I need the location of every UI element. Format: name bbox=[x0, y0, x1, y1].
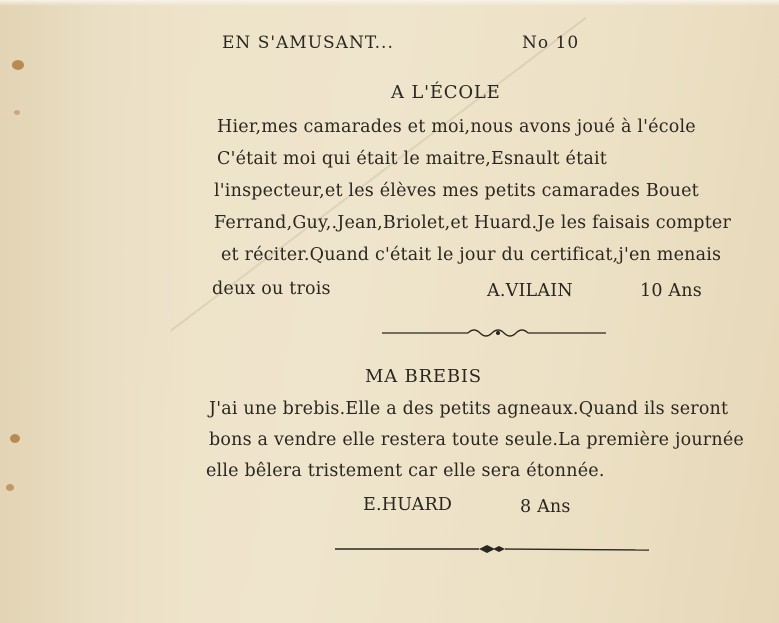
issue-number: No 10 bbox=[522, 33, 580, 53]
story-author-age: 10 Ans bbox=[640, 281, 702, 301]
binding-hole bbox=[10, 434, 20, 443]
story-line: J'ai une brebis.Elle a des petits agneaux.Quand ils seront bbox=[209, 399, 729, 419]
story-title: MA BREBIS bbox=[365, 366, 482, 387]
story-line: l'inspecteur,et les élèves mes petits camarades Bouet bbox=[214, 181, 699, 201]
binding-hole bbox=[6, 484, 14, 491]
binding-hole bbox=[12, 60, 24, 70]
story-line: Ferrand,Guy,.Jean,Briolet,et Huard.Je les faisais compter bbox=[214, 213, 732, 233]
page-margin bbox=[0, 0, 190, 623]
series-title: EN S'AMUSANT... bbox=[222, 33, 394, 53]
story-author-age: 8 Ans bbox=[520, 497, 571, 517]
story-line: deux ou trois bbox=[212, 279, 331, 299]
story-line: elle bêlera tristement car elle sera étonnée. bbox=[206, 461, 605, 481]
story-author: A.VILAIN bbox=[487, 281, 573, 301]
story-title: A L'ÉCOLE bbox=[391, 82, 501, 103]
ornament-divider bbox=[380, 325, 610, 341]
ornament-divider bbox=[333, 543, 653, 557]
story-line: bons a vendre elle restera toute seule.La première journée bbox=[209, 430, 744, 450]
page-edge bbox=[0, 0, 779, 6]
story-line: et réciter.Quand c'était le jour du certificat,j'en menais bbox=[221, 245, 722, 265]
story-line: C'était moi qui était le maitre,Esnault était bbox=[217, 149, 607, 169]
story-author: E.HUARD bbox=[363, 495, 453, 515]
story-line: Hier,mes camarades et moi,nous avons joué à l'école bbox=[217, 117, 696, 137]
binding-hole bbox=[14, 110, 20, 115]
